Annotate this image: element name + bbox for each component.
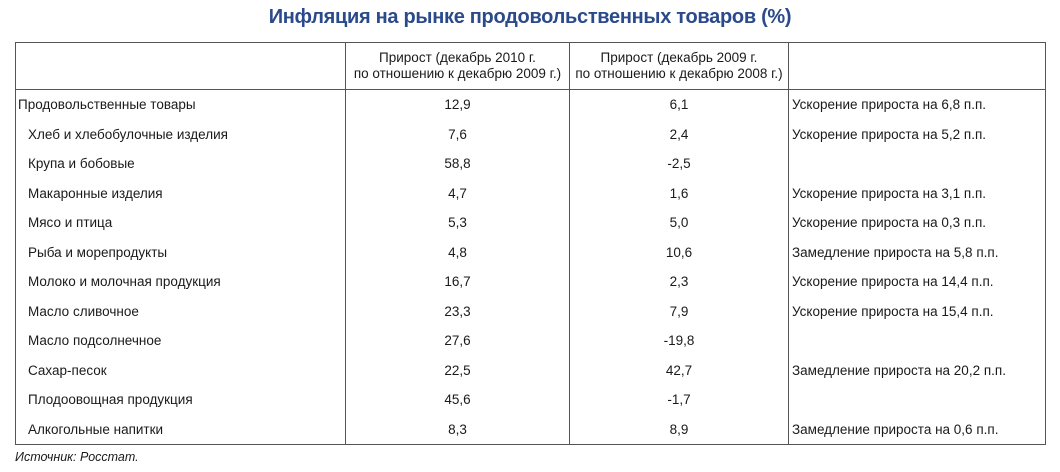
- table-row: [16, 120, 1046, 150]
- row-category: Мясо и птица: [16, 208, 346, 238]
- row-comment: Ускорение прироста на 3,1 п.п.: [789, 179, 1046, 209]
- row-growth-2009: -2,5: [570, 149, 789, 179]
- row-growth-2010: 16,7: [346, 267, 570, 297]
- row-growth-2010: 22,5: [346, 356, 570, 386]
- row-growth-2010: 7,6: [346, 120, 570, 150]
- header-growth-2010-line2: по отношению к декабрю 2009 г.): [353, 66, 562, 81]
- row-comment: Ускорение прироста на 14,4 п.п.: [789, 267, 1046, 297]
- row-comment: Ускорение прироста на 5,2 п.п.: [789, 120, 1046, 150]
- row-growth-2009: -19,8: [570, 326, 789, 356]
- table-row: [16, 385, 1046, 415]
- table-row: [16, 208, 1046, 238]
- header-growth-2010: [346, 43, 570, 90]
- table-row: [16, 297, 1046, 327]
- row-growth-2009: 8,9: [570, 415, 789, 445]
- row-comment: Ускорение прироста на 15,4 п.п.: [789, 297, 1046, 327]
- row-category: Рыба и морепродукты: [16, 238, 346, 268]
- row-growth-2009: -1,7: [570, 385, 789, 415]
- row-category: Продовольственные товары: [16, 90, 346, 120]
- row-category: Молоко и молочная продукция: [16, 267, 346, 297]
- header-row: [16, 43, 1046, 90]
- row-growth-2010: 23,3: [346, 297, 570, 327]
- row-category: Масло сливочное: [16, 297, 346, 327]
- row-growth-2010: 58,8: [346, 149, 570, 179]
- header-category: [16, 43, 346, 90]
- header-growth-2009-line1: Прирост (декабрь 2009 г.: [600, 50, 758, 65]
- row-growth-2010: 4,8: [346, 238, 570, 268]
- header-comment: [789, 43, 1046, 90]
- row-growth-2010: 45,6: [346, 385, 570, 415]
- row-growth-2010: 27,6: [346, 326, 570, 356]
- row-category: Сахар-песок: [16, 356, 346, 386]
- header-growth-2010-line1: Прирост (декабрь 2010 г.: [379, 50, 536, 65]
- row-category: Крупа и бобовые: [16, 149, 346, 179]
- source-note: Источник: Росстат.: [15, 450, 139, 464]
- table-row: [16, 356, 1046, 386]
- inflation-table: [15, 42, 1046, 445]
- row-growth-2009: 2,4: [570, 120, 789, 150]
- row-growth-2009: 1,6: [570, 179, 789, 209]
- row-growth-2009: 6,1: [570, 90, 789, 120]
- table-row: [16, 179, 1046, 209]
- table-title: Инфляция на рынке продовольственных товаров (%): [268, 6, 792, 28]
- table-row: [16, 90, 1046, 120]
- row-comment: [789, 385, 1046, 415]
- row-comment: Ускорение прироста на 6,8 п.п.: [789, 90, 1046, 120]
- row-category: Плодоовощная продукция: [16, 385, 346, 415]
- row-comment: Ускорение прироста на 0,3 п.п.: [789, 208, 1046, 238]
- row-growth-2009: 7,9: [570, 297, 789, 327]
- row-growth-2009: 2,3: [570, 267, 789, 297]
- row-comment: [789, 326, 1046, 356]
- header-growth-2009: [570, 43, 789, 90]
- row-growth-2009: 10,6: [570, 238, 789, 268]
- row-category: Хлеб и хлебобулочные изделия: [16, 120, 346, 150]
- row-growth-2010: 12,9: [346, 90, 570, 120]
- row-category: Макаронные изделия: [16, 179, 346, 209]
- header-growth-2009-line2: по отношению к декабрю 2008 г.): [575, 66, 783, 81]
- row-growth-2010: 8,3: [346, 415, 570, 445]
- row-category: Масло подсолнечное: [16, 326, 346, 356]
- row-comment: Замедление прироста на 20,2 п.п.: [789, 356, 1046, 386]
- table-row: [16, 415, 1046, 445]
- row-comment: [789, 149, 1046, 179]
- table-row: [16, 326, 1046, 356]
- table-row: [16, 238, 1046, 268]
- row-comment: Замедление прироста на 0,6 п.п.: [789, 415, 1046, 445]
- row-comment: Замедление прироста на 5,8 п.п.: [789, 238, 1046, 268]
- table-row: [16, 267, 1046, 297]
- row-growth-2010: 4,7: [346, 179, 570, 209]
- row-category: Алкогольные напитки: [16, 415, 346, 445]
- table-row: [16, 149, 1046, 179]
- row-growth-2009: 5,0: [570, 208, 789, 238]
- row-growth-2009: 42,7: [570, 356, 789, 386]
- row-growth-2010: 5,3: [346, 208, 570, 238]
